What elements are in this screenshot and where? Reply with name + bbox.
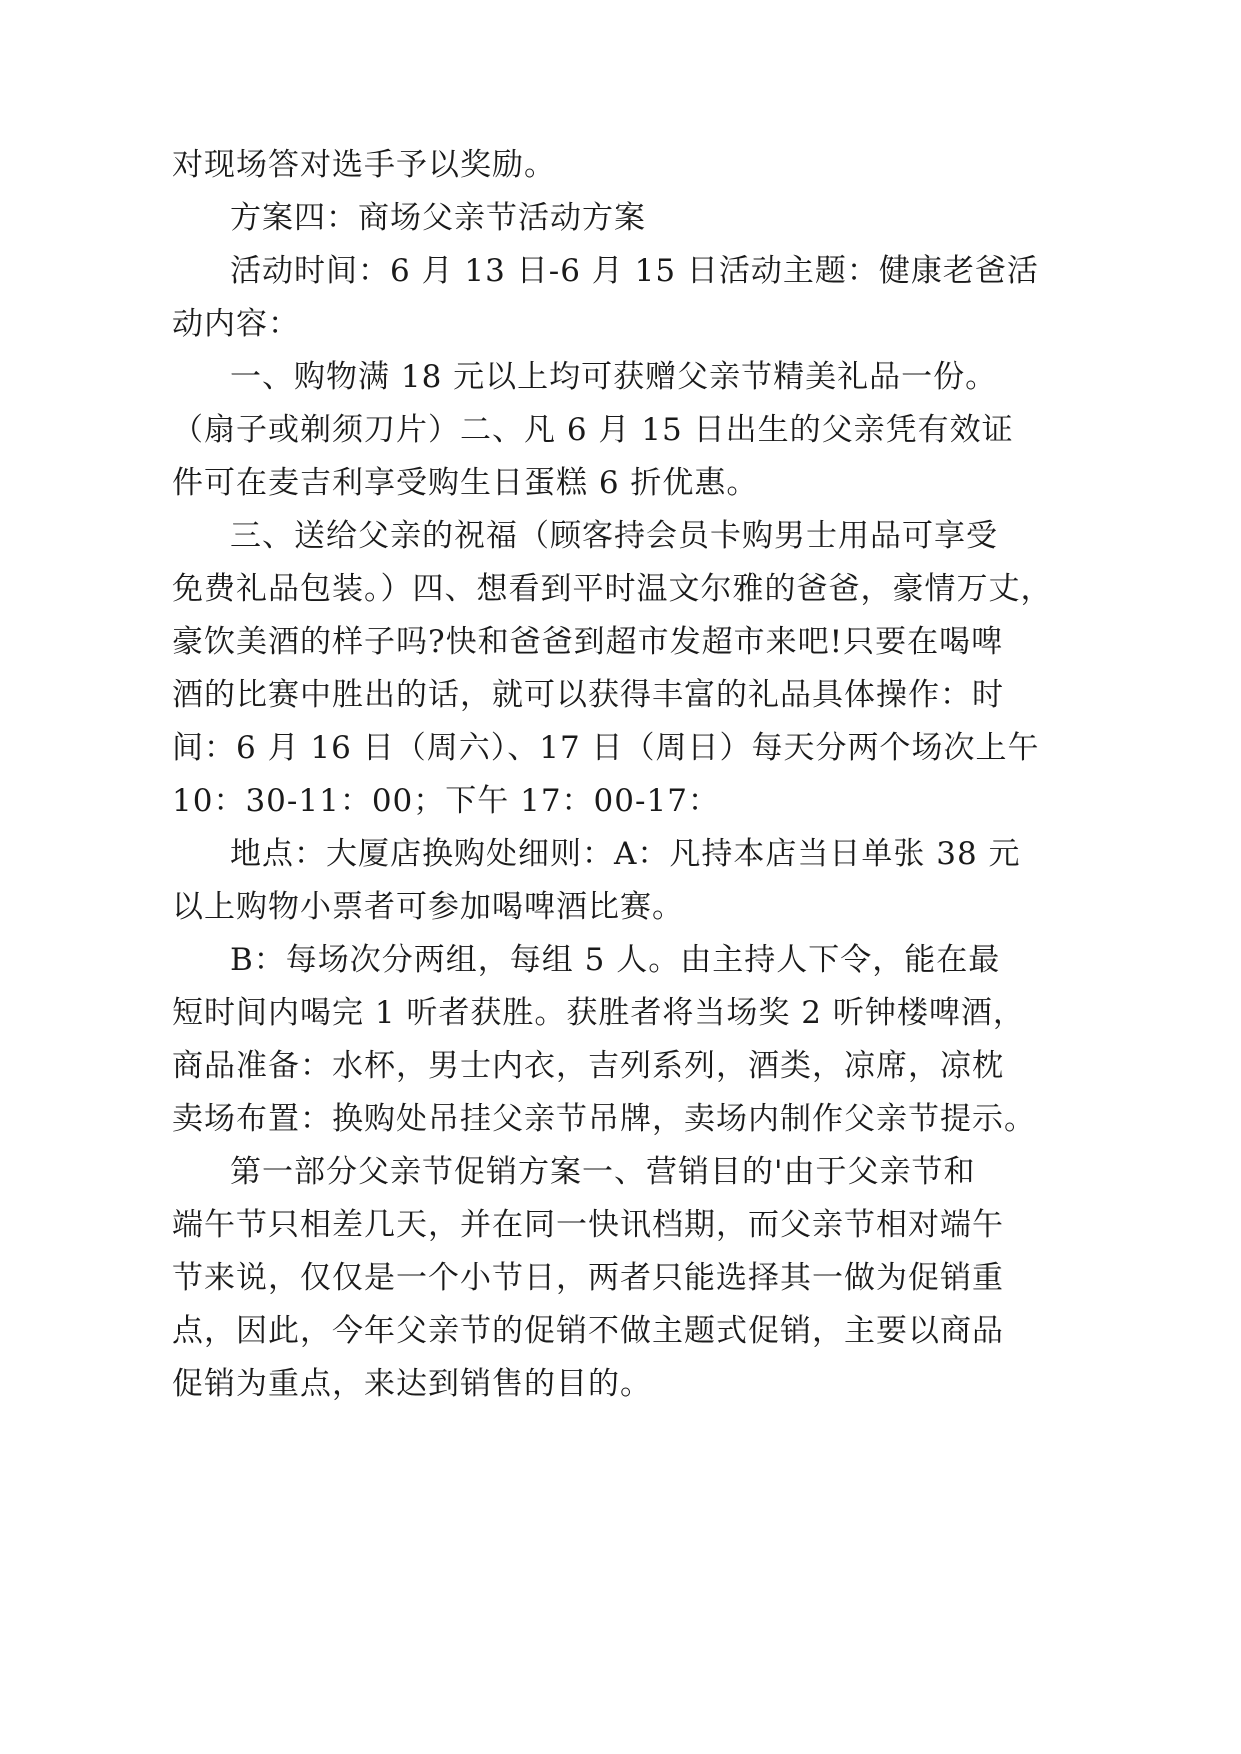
text-line: 短时间内喝完 1 听者获胜。获胜者将当场奖 2 听钟楼啤酒， xyxy=(172,995,1025,1031)
text-line: 三、送给父亲的祝福（顾客持会员卡购男士用品可享受 xyxy=(230,518,998,554)
text-line: 点，因此，今年父亲节的促销不做主题式促销，主要以商品 xyxy=(172,1313,1004,1349)
text-line: 对现场答对选手予以奖励。 xyxy=(172,147,556,183)
text-line: 商品准备：水杯，男士内衣，吉列系列，酒类，凉席，凉枕 xyxy=(172,1048,1004,1084)
text-line: 10：30-11：00；下午 17：00-17： xyxy=(172,783,720,819)
text-line: 以上购物小票者可参加喝啤酒比赛。 xyxy=(172,889,684,925)
text-line: 第一部分父亲节促销方案一、营销目的'由于父亲节和 xyxy=(230,1154,976,1190)
text-line: 间：6 月 16 日（周六）、17 日（周日）每天分两个场次上午 xyxy=(172,730,1040,766)
text-line: 件可在麦吉利享受购生日蛋糕 6 折优惠。 xyxy=(172,465,759,501)
text-line: 酒的比赛中胜出的话，就可以获得丰富的礼品具体操作：时 xyxy=(172,677,1004,713)
text-line: 豪饮美酒的样子吗?快和爸爸到超市发超市来吧!只要在喝啤 xyxy=(172,624,1004,660)
text-line: 地点：大厦店换购处细则：A：凡持本店当日单张 38 元 xyxy=(230,836,1021,872)
text-line: 促销为重点，来达到销售的目的。 xyxy=(172,1366,652,1402)
text-line: 节来说，仅仅是一个小节日，两者只能选择其一做为促销重 xyxy=(172,1260,1004,1296)
text-line: B：每场次分两组，每组 5 人。由主持人下令，能在最 xyxy=(230,942,1001,978)
text-line: 一、购物满 18 元以上均可获赠父亲节精美礼品一份。 xyxy=(230,359,998,395)
text-line: 活动时间：6 月 13 日-6 月 15 日活动主题：健康老爸活 xyxy=(230,253,1039,289)
text-line: 动内容： xyxy=(172,306,300,342)
text-line: 端午节只相差几天，并在同一快讯档期，而父亲节相对端午 xyxy=(172,1207,1004,1243)
text-line: 卖场布置：换购处吊挂父亲节吊牌，卖场内制作父亲节提示。 xyxy=(172,1101,1036,1137)
section-heading: 方案四：商场父亲节活动方案 xyxy=(230,200,646,236)
text-line: 免费礼品包装。）四、想看到平时温文尔雅的爸爸，豪情万丈， xyxy=(172,571,1053,607)
text-line: （扇子或剃须刀片）二、凡 6 月 15 日出生的父亲凭有效证 xyxy=(172,412,1014,448)
